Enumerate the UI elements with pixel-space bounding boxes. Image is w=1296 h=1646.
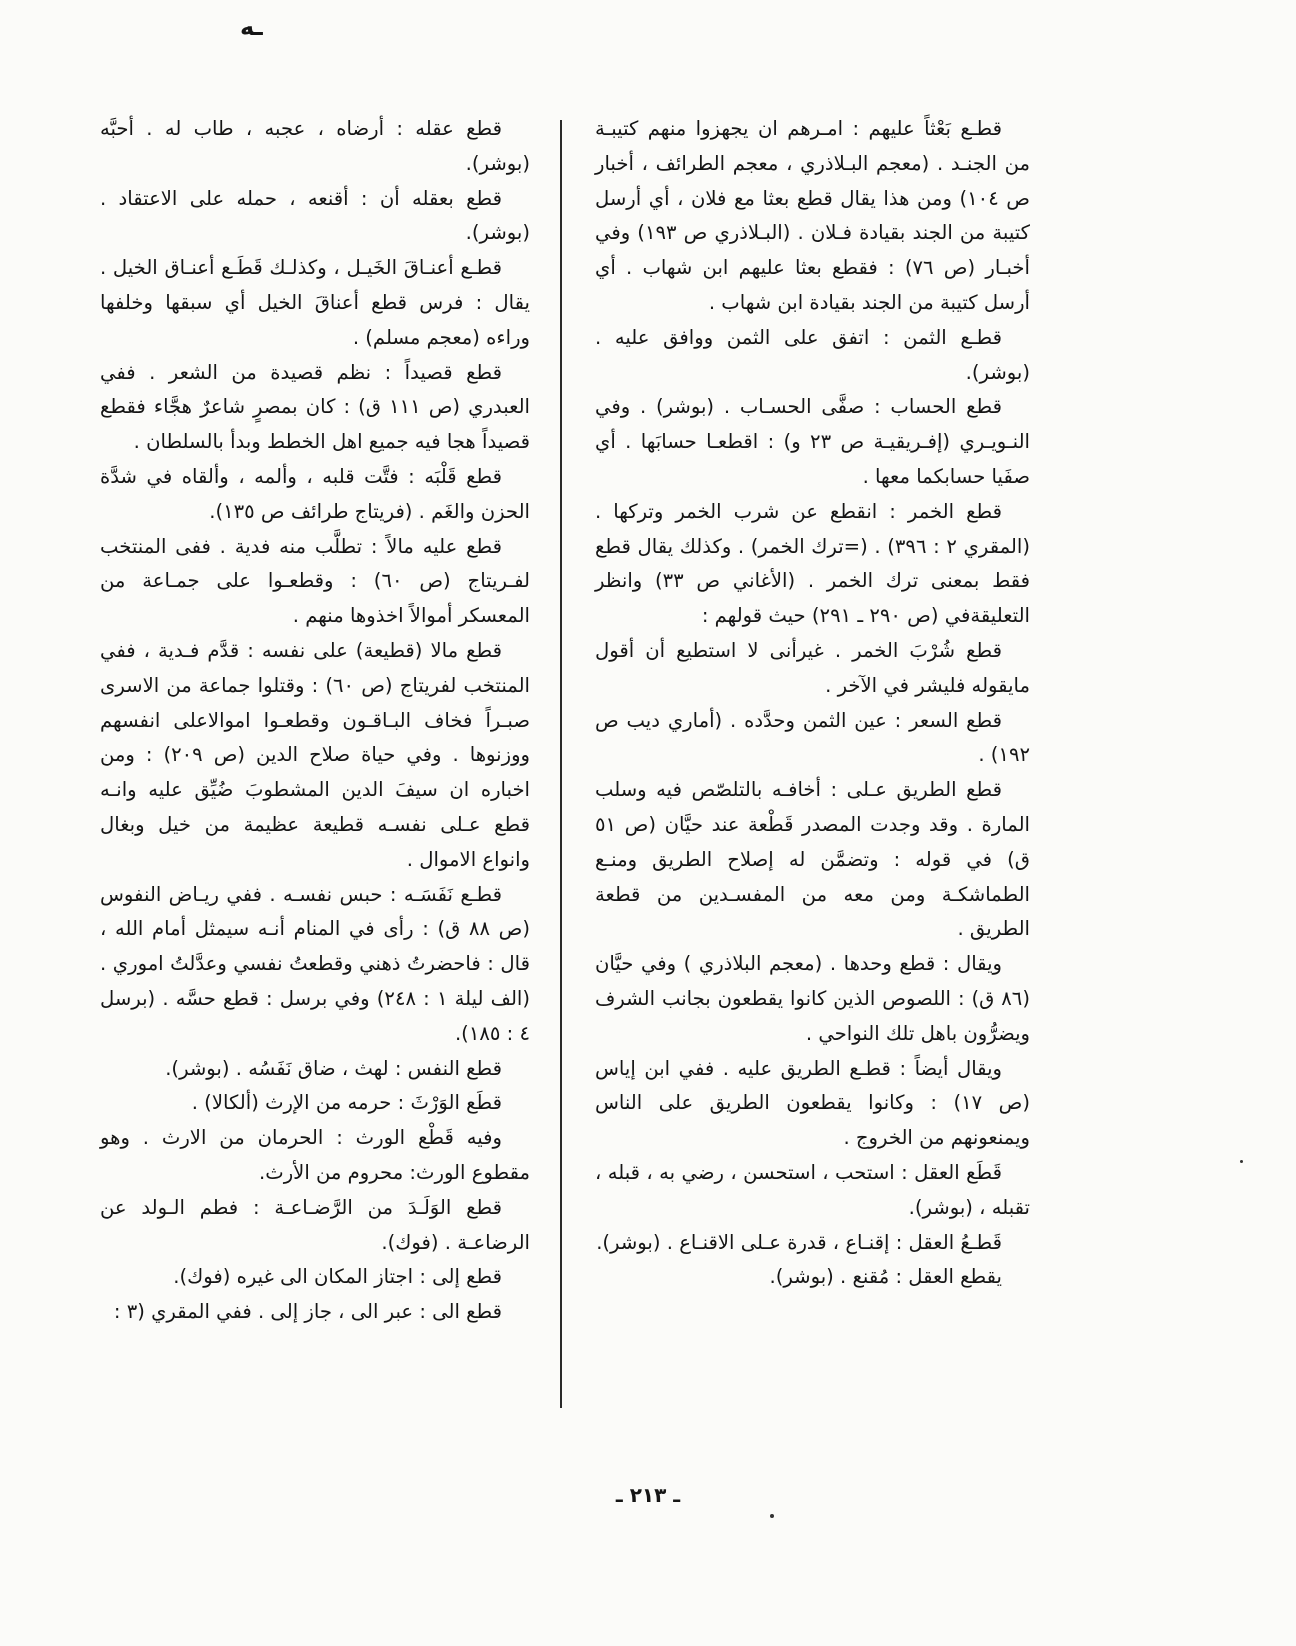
scan-speck bbox=[770, 1514, 774, 1518]
entry-qata-nafasahu: قطـع نَفَسَـه : حبس نفسـه . ففي ريـاض النفوس (ص ٨٨ ق) : رأى في المنام أنـه سيمثل أمام الله ، قال : فاحضرتُ ذهني وقطعتُ نفسي وعدَّلتُ اموري . (الف ليلة ١ : ٢٤٨) وفي برسل : قطع حسَّه . (برسل ٤ : ١٨٥). bbox=[100, 882, 531, 1045]
entry-qata-ila: قطع إلى : اجتاز المكان الى غيره (فوك). bbox=[173, 1265, 502, 1289]
entry-qataa-alaql: قَطَع العقل : استحب ، استحسن ، رضي به ، قبله ، تقبله ، (بوشر). bbox=[595, 1160, 1030, 1219]
entry-yaqta-alaql: يقطع العقل : مُقنع . (بوشر). bbox=[769, 1265, 1002, 1289]
entry-qata-malan-qatia: قطع مالا (قطيعة) على نفسه : قدَّم فـدية ، ففي المنتخب لفريتاج (ص ٦٠) : وقتلوا جماعة من الاسرى صبـراً فخاف البـاقـون وقطعـوا اموالاعلى انفسهم ووزنوها . وفي حياة صلاح الدين (ص ٢٠٩) : ومن اخباره ان سيفَ الدين المشطوبَ ضُيِّق عليه وانـه قطع عـلى نفسـه قطيعة عظيمة من خيل وبغال وانواع الاموال . bbox=[100, 638, 530, 871]
entry-qat-alwarth: وفيه قَطْع الورث : الحرمان من الارث . وهو مقطوع الورث: محروم من الأرث. bbox=[100, 1126, 530, 1184]
entry-qata-qasidan: قطع قصيداً : نظم قصيدة من الشعر . ففي العبدري (ص ١١١ ق) : كان بمصرٍ شاعرٌ هجَّاء فقطع قصيداً هجا فيه جميع اهل الخطط وبدأ بالسلطان . bbox=[100, 360, 530, 454]
entry-qata-aqlahu: قطع عقله : أرضاه ، عجبه ، طاب له . أحبَّه (بوشر). bbox=[100, 117, 530, 175]
column-divider bbox=[560, 120, 562, 1408]
entry-qata-alwarth: قطَع الوَرْثَ : حرمه من الإرث (ألكالا) . bbox=[191, 1091, 502, 1115]
entry-qata-ila-abar: قطع الى : عبر الى ، جاز إلى . ففي المقري (٣ : bbox=[113, 1300, 502, 1324]
entry-qata-alayhi-malan: قطع عليه مالاً : تطلَّب منه فدية . ففى المنتخب لفـريتاج (ص ٦٠) : وقطعـوا على جمـاعة من المعسكر أموالاً اخذوها منهم . bbox=[100, 534, 530, 628]
entry-qat-alaql: قَطـعُ العقل : إقنـاع ، قدرة عـلى الاقنـاع . (بوشر). bbox=[596, 1230, 1002, 1254]
entry-qata-biaqlihi: قطع بعقله أن : أقنعه ، حمله على الاعتقاد . (بوشر). bbox=[100, 186, 530, 245]
right-column bbox=[595, 112, 1030, 1295]
entry-qata-alwalad: قطع الوَلَـدَ من الرَّضـاعـة : فطم الـولد عن الرضاعـة . (فوك). bbox=[100, 1195, 530, 1254]
left-column bbox=[100, 112, 530, 1330]
entry-qata-anaq-alkhayl: قطـع أعنـاقَ الخَيـل ، وكذلـك قَطَـع أعنـاق الخيل . يقال : فرس قطع أعناقَ الخيل أي سبقها وخلفها وراءه (معجم مسلم) . bbox=[100, 256, 530, 349]
entry-qata-shurb-alkhamr: قطع شُرْبَ الخمر . غيرأنى لا استطيع أن أقول مايقوله فليشر في الآخر . bbox=[595, 638, 1030, 697]
entry-qata-bathan: قطـع بَعْثاً عليهم : امـرهم ان يجهزوا منهم كتيبـة من الجنـد . (معجم البـلاذري ، معجم الطرائف ، أخبار ص ١٠٤) ومن هذا يقال قطع بعثا مع فلان ، أي أرسل كتيبة من الجند بقيادة فـلان . (البـلاذري ص ١٩٣) وفي أخبـار (ص ٧٦) : فقطع بعثا عليهم ابن شهاب . أي أرسل كتيبة من الجند بقيادة ابن شهاب . bbox=[595, 117, 1030, 314]
entry-qata-alsir: قطع السعر : عين الثمن وحدَّده . (أماري ديب ص ١٩٢) . bbox=[595, 708, 1030, 767]
scan-speck bbox=[1240, 1160, 1243, 1163]
entry-qata-alhisab: قطع الحساب : صفَّى الحسـاب . (بوشر) . وفي النـويـري (إفـريقيـة ص ٢٣ و) : اقطعـا حسابَها . أي صفَيا حسابكما معها . bbox=[595, 395, 1030, 488]
entry-qata-alkhamr: قطع الخمر : انقطع عن شرب الخمر وتركها . (المقري ٢ : ٣٩٦) . (=ترك الخمر) . وكذلك يقال قطع فقط بمعنى ترك الخمر . (الأغاني ص ٣٣) وانظر التعليقةفي (ص ٢٩٠ ـ ٢٩١) حيث قولهم : bbox=[595, 499, 1030, 628]
entry-qata-althaman: قطـع الثمن : اتفق على الثمن ووافق عليه . (بوشر). bbox=[595, 325, 1030, 384]
entry-qata-wahdaha: ويقال : قطع وحدها . (معجم البلاذري ) وفي حيَّان (٨٦ ق) : اللصوص الذين كانوا يقطعون بجانب الشرف ويضرُّون باهل تلك النواحي . bbox=[595, 952, 1030, 1045]
entry-qata-altariq-ala: قطع الطريق عـلى : أخافـه بالتلصّص فيه وسلب المارة . وقد وجدت المصدر قَطْعة عند حيَّان (ص ٥١ ق) في قوله : وتضمَّن له إصلاح الطريق ومنـع الطماشكـة ومن معه من المفسـدين من قطعة الطريق . bbox=[595, 778, 1030, 941]
header-mark: ـه bbox=[240, 13, 263, 41]
entry-qata-alnafas: قطع النفس : لهث ، ضاق نَفَسُه . (بوشر). bbox=[165, 1056, 502, 1080]
entry-qata-qalbahu: قطع قَلْبَه : فتَّت قلبه ، وألمه ، وألقاه في شدَّة الحزن والغَم . (فريتاج طرائف ص ١٣٥). bbox=[100, 464, 530, 523]
entry-qata-altariq-alayh: ويقال أيضاً : قطـع الطريق عليه . ففي ابن إياس (ص ١٧) : وكانوا يقطعون الطريق على الناس ويمنعونهم من الخروج . bbox=[595, 1056, 1030, 1150]
page-number: ـ ٢١٣ ـ bbox=[615, 1483, 681, 1507]
